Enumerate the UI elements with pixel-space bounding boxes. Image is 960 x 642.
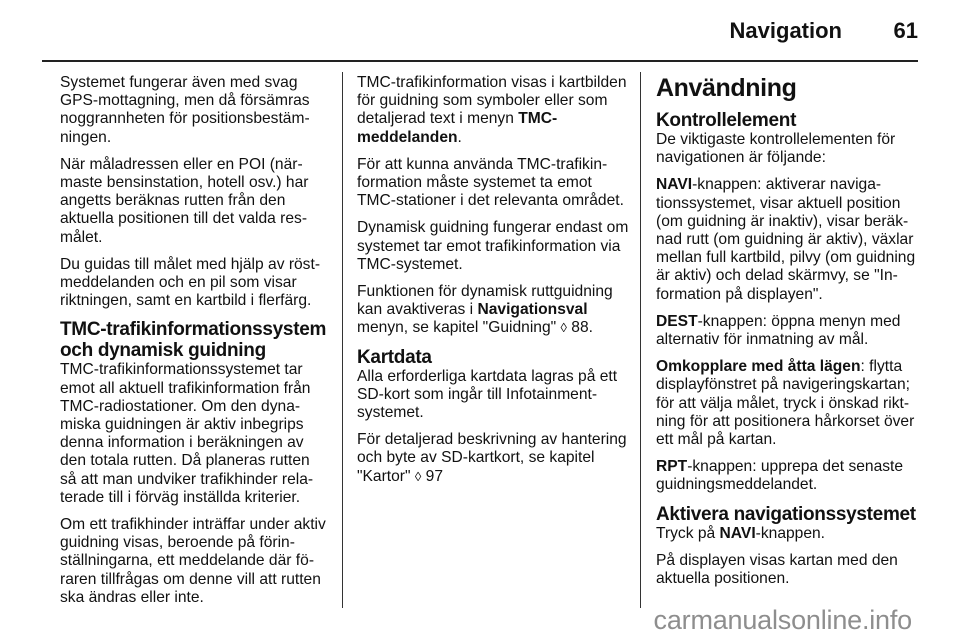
key-label-rpt: RPT bbox=[656, 458, 688, 476]
text: -knappen: aktiverar navigationssystemet, visar aktuell position (om guidning är inaktiv), visar beräknad rutt (om guidning är aktiv), växlar mellan full kartbild, pilvy (om guidning är aktiv) och delad skärmvy, se "Information på displayen". bbox=[656, 176, 916, 303]
page-ref: 88. bbox=[566, 319, 593, 337]
section-heading-tmc: TMC-trafikinformationssystem och dynamisk guidning bbox=[60, 319, 327, 362]
text: menyn, se kapitel "Guidning" bbox=[357, 319, 561, 337]
text: -knappen: upprepa det senaste guidningsmeddelandet. bbox=[656, 458, 904, 494]
paragraph: TMC-trafikinformationssystemet tar emot all aktuell trafikinformation från TMC-radiostationer. Om den dynamiska guidningen är aktiv inbegrips denna information i beräkningen av den totala rutten. Då planeras rutten så att man undviker trafikhinder relaterade till i förväg inställda kriterier. bbox=[60, 361, 314, 506]
text: . bbox=[457, 128, 462, 146]
column-3 bbox=[656, 74, 926, 597]
paragraph: Dynamisk guidning fungerar endast om systemet tar emot trafikinformation via TMC-systemet. bbox=[357, 219, 629, 273]
paragraph: Alla erforderliga kartdata lagras på ett SD-kort som ingår till Infotainment-systemet. bbox=[357, 367, 618, 422]
column-divider-1 bbox=[342, 72, 343, 608]
text: TMC-trafikinformation visas i kartbilden för guidning som symboler eller som detaljerad text i menyn bbox=[357, 74, 627, 128]
page-title: Navigation bbox=[729, 18, 842, 43]
key-label-omkopplare: Omkopplare med åtta lägen bbox=[656, 358, 861, 376]
paragraph bbox=[656, 458, 926, 494]
menu-name-tmc: TMC-meddelanden bbox=[357, 110, 558, 146]
paragraph bbox=[357, 74, 629, 147]
paragraph bbox=[656, 176, 926, 303]
page-number: 61 bbox=[893, 18, 918, 43]
paragraph bbox=[656, 525, 926, 543]
paragraph bbox=[357, 431, 629, 486]
page-ref-icon: ◊ bbox=[414, 468, 422, 484]
section-heading-kartdata: Kartdata bbox=[357, 346, 432, 368]
paragraph bbox=[656, 358, 926, 449]
section-heading-kontrollelement: Kontrollelement bbox=[656, 110, 797, 131]
paragraph bbox=[656, 313, 926, 349]
text: : flytta displayfönstret på navigeringskartan; för att välja målet, tryck i önskad riktning för att positionera hårkorset över ett mål på kartan. bbox=[656, 358, 915, 449]
watermark: carmanualsonline.info bbox=[653, 605, 912, 635]
paragraph bbox=[357, 283, 629, 338]
paragraph: Du guidas till målet med hjälp av röstmeddelanden och en pil som visar riktningen, samt en kartbild i flerfärg. bbox=[60, 255, 321, 310]
page-ref: 97 bbox=[421, 467, 443, 485]
paragraph: Om ett trafikhinder inträffar under aktiv guidning visas, beroende på förinställningarna, ett meddelande där föraren tillfrågas om denne vill att rutten ska ändras eller inte. bbox=[60, 516, 326, 606]
text: För detaljerad beskrivning av hantering och byte av SD-kartkort, se kapitel "Kartor" bbox=[357, 431, 627, 485]
header-divider bbox=[42, 60, 918, 62]
text: Funktionen för dynamisk ruttguidning kan avaktiveras i bbox=[357, 283, 613, 319]
paragraph: På displayen visas kartan med den aktuella positionen. bbox=[656, 551, 898, 588]
key-label-dest: DEST bbox=[656, 312, 698, 330]
main-heading: Användning bbox=[656, 74, 797, 102]
column-2 bbox=[357, 74, 629, 495]
text: -knappen. bbox=[755, 524, 826, 542]
page-header bbox=[0, 0, 960, 62]
paragraph: De viktigaste kontrollelementen för navigationen är följande: bbox=[656, 131, 896, 167]
section-heading-aktivera: Aktivera navigationssystemet bbox=[656, 503, 916, 525]
key-label-navi: NAVI bbox=[719, 524, 756, 542]
column-divider-2 bbox=[640, 72, 641, 608]
menu-name-navigationsval: Navigationsval bbox=[477, 301, 588, 319]
text: Tryck på bbox=[656, 524, 720, 542]
paragraph: När måladressen eller en POI (närmaste bensinstation, hotell osv.) har angetts beräknas rutten från den aktuella positionen till det valda resmålet. bbox=[60, 155, 309, 246]
column-1 bbox=[60, 74, 330, 616]
paragraph: Systemet fungerar även med svag GPS-mottagning, men då försämras noggrannheten för positionsbestämningen. bbox=[60, 74, 310, 146]
text: -knappen: öppna menyn med alternativ för inmatning av mål. bbox=[656, 312, 901, 349]
page-ref-icon: ◊ bbox=[560, 320, 567, 336]
paragraph: För att kunna använda TMC-trafikinformation måste systemet ta emot TMC-stationer i det relevanta området. bbox=[357, 155, 624, 210]
key-label-navi: NAVI bbox=[656, 176, 693, 194]
